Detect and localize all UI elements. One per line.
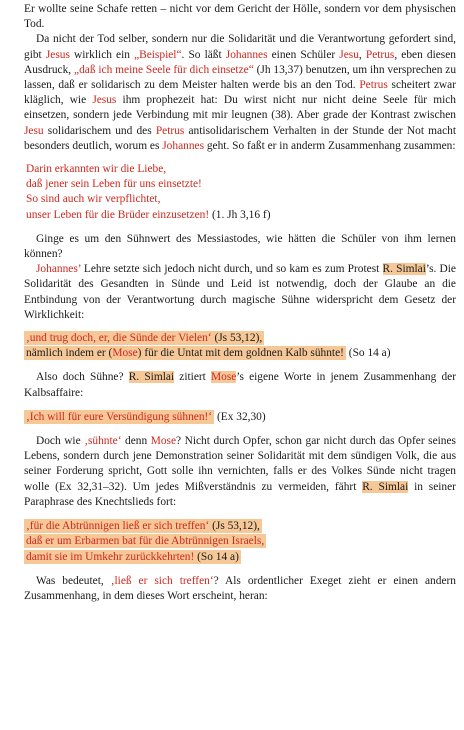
text: einen Schüler <box>267 48 340 61</box>
name-mose: Mose <box>150 435 177 448</box>
quote-line: ‚Ich will für eure Versündigung sühnen!‘ <box>26 410 213 423</box>
name-mose-highlight: Mose <box>211 371 237 384</box>
text: solidarischem und des <box>43 124 156 137</box>
poem-line: Darin erkannten wir die Liebe, <box>26 163 167 176</box>
paragraph-intro <box>24 2 456 32</box>
name-jesus: Jesu <box>339 48 359 61</box>
text: Also doch Sühne? <box>36 371 129 384</box>
text: in seiner Paraphrase des Knechtslieds fort: <box>24 480 456 508</box>
text: denn <box>121 435 151 448</box>
name-johannes: Johannes’ <box>36 263 81 276</box>
text: ? Nicht durch Opfer, schon gar nicht durch das Opfer seines Lebens, sondern durch jene Demonstration seiner Solidarität mit dem sündigen Volk, die aus seiner Forderung spricht, Gott solle ihn vernichten, falls er des Volkes Sünde nicht tragen wolle (Ex 32,31–32). Um jedes Mißverständnis zu vermeiden, fährt <box>24 435 456 493</box>
name-simlai-highlight: R. Simlai <box>128 371 175 384</box>
name-jesus: Jesu <box>24 124 44 137</box>
text: scheitert zwar kläglich, wie <box>24 79 456 107</box>
quote-block-1jh <box>26 162 456 223</box>
name-petrus: Petrus <box>155 124 185 137</box>
quote-line: daß er um Erbarmen bat für die Abtrünnigen Israels, <box>26 535 265 548</box>
text: , eben diesen Ausdruck, <box>24 48 456 76</box>
quote-line: ) für die Untat mit dem goldnen Kalb sühnte! <box>137 347 344 360</box>
name-simlai-highlight: R. Simlai <box>382 263 426 276</box>
citation: (Ex 32,30) <box>214 410 266 423</box>
name-mose: Mose <box>112 347 138 360</box>
quote-seele: „daß ich meine Seele für dich einsetze“ <box>74 63 254 76</box>
poem-line: So sind auch wir verpflichtet, <box>26 193 161 206</box>
name-jesus: Jesus <box>45 48 70 61</box>
text: ihm prophezeit hat: Du wirst nicht nur nicht deine Seele für mich einsetzen, sondern jede Verbindung mit mir leugnen (38). Aber grade der Kontrast zwischen <box>24 94 456 122</box>
text: geht. So faßt er in anderm Zusammenhang zusammen: <box>204 139 456 152</box>
paragraph-question <box>24 232 456 262</box>
poem-line: unser Leben für die Brüder einzusetzen! <box>26 208 210 221</box>
name-petrus: Petrus <box>359 79 388 92</box>
text: ’s eigene Worte in jenem Zusammenhang der Kalbsaffaire: <box>24 371 456 399</box>
quote-line: ‚und trug doch, er, die Sünde der Vielen‘ <box>26 332 212 345</box>
paragraph-opfer <box>24 434 456 510</box>
citation: (Js 53,12), <box>211 332 263 345</box>
quote-line: ‚für die Abtrünnigen ließ er sich treffen‘ <box>26 520 210 533</box>
name-johannes: Johannes <box>225 48 268 61</box>
paragraph-exeget <box>24 574 456 604</box>
name-simlai-highlight: R. Simlai <box>362 480 409 493</box>
name-jesus: Jesus <box>92 94 117 107</box>
quote-block-ex32 <box>24 410 456 425</box>
text: Lehre setzte sich jedoch nicht durch, und so kam es zum Protest <box>80 263 383 276</box>
citation: (So 14 a) <box>345 347 391 360</box>
name-petrus: Petrus <box>365 48 395 61</box>
text: (Jh 13,37) benutzen, um ihn versprechen zu lassen, daß er solidarisch zu dem Meister halten werde bis an den Tod. <box>24 63 457 92</box>
text: Ginge es um den Sühnwert des Messiastodes, wie hätten die Schüler von ihm lernen können? <box>24 232 456 261</box>
quote-block-js53 <box>24 331 456 361</box>
text: . So läßt <box>181 48 226 61</box>
quote-line: nämlich indem er ( <box>26 347 113 360</box>
name-johannes: Johannes <box>162 139 205 152</box>
text: ’s. Die Solidarität des Gesandten in Sünde und Leid ist notwendig, doch der Glaube an die Entbindung von der Verantwortung durch magische Sühne widerspricht dem Gesetz der Wirklichkeit: <box>24 263 456 321</box>
citation: (1. Jh 3,16 f) <box>209 208 271 221</box>
citation: (Js 53,12), <box>209 520 260 533</box>
text: wirklich ein <box>69 48 135 61</box>
text: zitiert <box>174 371 211 384</box>
term-suehnte: ‚sühnte‘ <box>84 435 122 448</box>
paragraph-suehne <box>24 370 456 400</box>
text: antisolidarischem Verhalten in der Stunde der Not macht besonders deutlich, worum es <box>24 124 456 152</box>
citation: (So 14 a) <box>194 550 239 563</box>
text: ? Als ordentlicher Exeget zieht er einen andern Zusammenhang, in dem dieses Wort erscheint, heran: <box>24 574 456 602</box>
text: Da nicht der Tod selber, sondern nur die Solidarität und die Verantwortung gefordert sind, gibt <box>24 33 456 61</box>
text: , <box>358 48 366 61</box>
term-beispiel: „Beispiel“ <box>134 48 182 61</box>
text: Was bedeutet, <box>36 574 111 587</box>
poem-line: daß jener sein Leben für uns einsetzte! <box>26 178 202 191</box>
paragraph-johannes-petrus <box>24 32 456 154</box>
quote-line: damit sie im Umkehr zurückkehrten! <box>26 550 195 563</box>
paragraph-protest <box>24 262 456 323</box>
quote-block-abtruennige <box>24 519 456 565</box>
text: Doch wie <box>36 435 85 448</box>
text: Er wollte seine Schafe retten – nicht vor dem Gericht der Hölle, sondern vor dem physischen Tod. <box>24 3 456 31</box>
term-treffen: ‚ließ er sich treffen‘ <box>110 574 214 587</box>
